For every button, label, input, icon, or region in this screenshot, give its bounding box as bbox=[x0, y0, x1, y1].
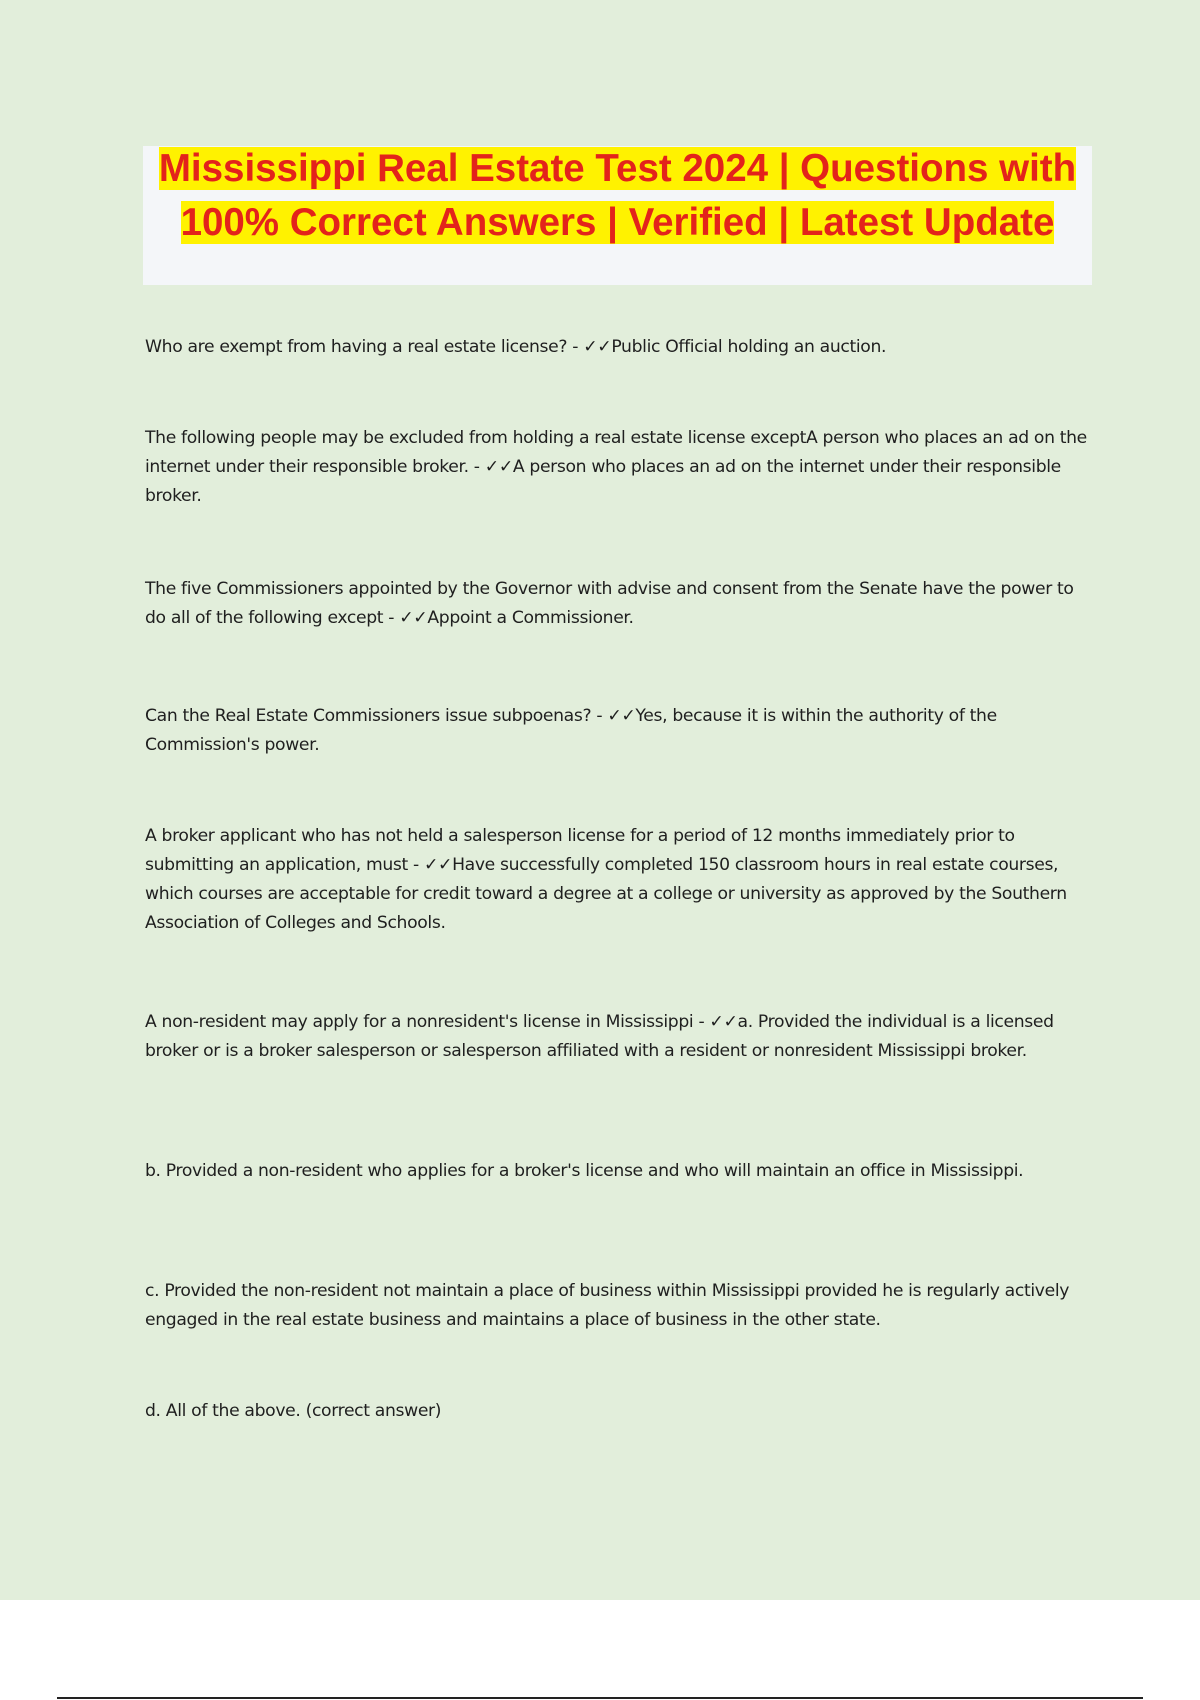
qa-paragraph-5: A broker applicant who has not held a salesperson license for a period of 12 months immediately prior to submitting an application, must - ✓✓Have successfully completed 150 classroom hours in real estate courses, which courses are acceptable for credit toward a degree at a college or university as approved by the Southern Association of Colleges and Schools. bbox=[145, 826, 1067, 933]
qa-paragraph-6: A non-resident may apply for a nonresident's license in Mississippi - ✓✓a. Provided the individual is a licensed broker or is a broker salesperson or salesperson affiliated with a resident or nonresident Mississippi broker. bbox=[145, 1012, 1054, 1061]
qa-paragraph-8: c. Provided the non-resident not maintain a place of business within Mississippi provided he is regularly actively engaged in the real estate business and maintains a place of business in the other state. bbox=[145, 1281, 1070, 1330]
title-box bbox=[143, 146, 1092, 285]
document-title: Mississippi Real Estate Test 2024 | Questions with 100% Correct Answers | Verified | Latest Update bbox=[158, 147, 1077, 244]
qa-paragraph-3: The five Commissioners appointed by the Governor with advise and consent from the Senate have the power to do all of the following except - ✓✓Appoint a Commissioner. bbox=[145, 579, 1074, 628]
qa-paragraph-1: Who are exempt from having a real estate license? - ✓✓Public Official holding an auction. bbox=[145, 337, 887, 357]
qa-paragraph-7: b. Provided a non-resident who applies for a broker's license and who will maintain an office in Mississippi. bbox=[145, 1161, 1024, 1181]
qa-paragraph-4: Can the Real Estate Commissioners issue subpoenas? - ✓✓Yes, because it is within the authority of the Commission's power. bbox=[145, 706, 997, 755]
qa-paragraph-9: d. All of the above. (correct answer) bbox=[145, 1401, 442, 1421]
footer-rule bbox=[57, 1697, 1143, 1699]
qa-paragraph-2: The following people may be excluded from holding a real estate license exceptA person who places an ad on the internet under their responsible broker. - ✓✓A person who places an ad on the internet under their responsible broker. bbox=[145, 428, 1087, 506]
